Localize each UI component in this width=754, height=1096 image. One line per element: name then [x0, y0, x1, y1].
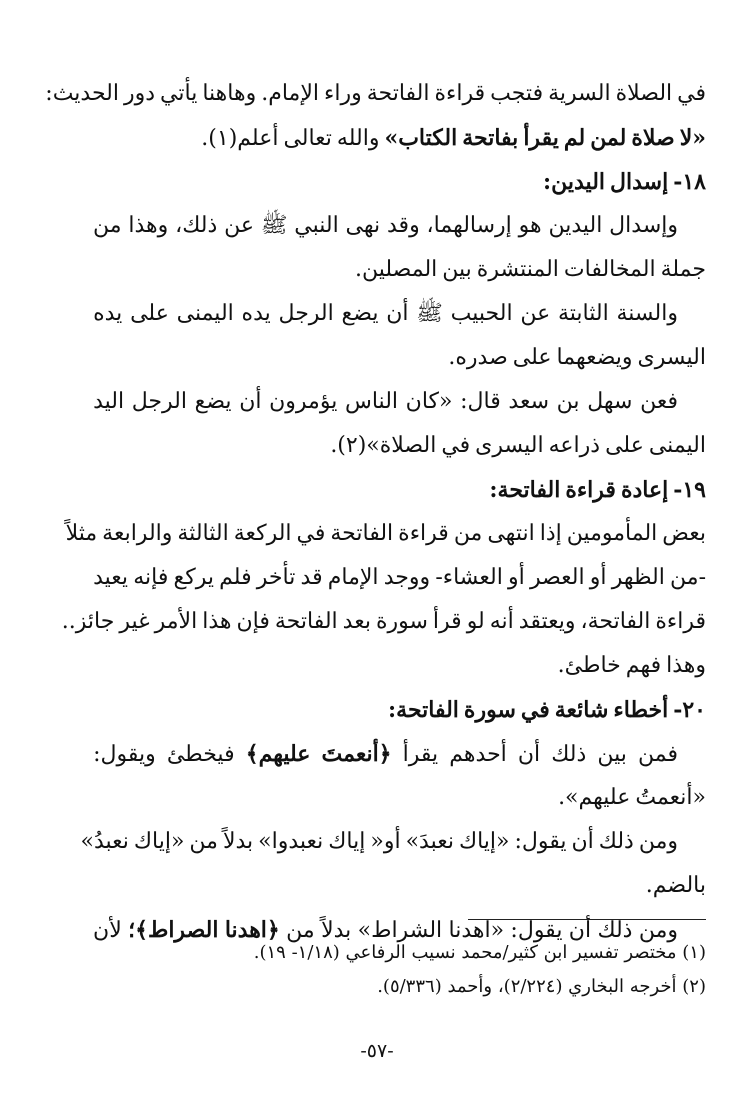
word: والله: [336, 126, 380, 151]
text-line: [61, 600, 706, 644]
word: «لا: [679, 125, 706, 151]
word: بن: [556, 389, 580, 414]
text-line: [88, 644, 706, 688]
word: انتهى: [487, 521, 535, 546]
word: ويعتقد: [518, 609, 576, 634]
word: مثلاً: [65, 521, 98, 546]
word: أحدهم: [449, 742, 507, 767]
word: «كان: [405, 389, 453, 414]
word: على: [512, 345, 552, 370]
word: الثالثة: [177, 521, 229, 546]
word: لم: [563, 125, 586, 151]
word: عليهم».: [558, 785, 631, 810]
word: الصلاة»(٢).: [330, 433, 437, 458]
word: لأن: [93, 918, 122, 943]
word: ﴿اهدنا: [224, 917, 280, 943]
word: نهى: [345, 213, 381, 238]
word: ذلك: [551, 742, 587, 767]
word: بالضم.: [645, 873, 706, 898]
word: الحبيب: [450, 301, 513, 326]
word: في: [520, 697, 550, 723]
word: قراءة: [655, 609, 706, 634]
word: الرجل: [278, 301, 334, 326]
text-line: [45, 72, 706, 116]
word: من: [189, 829, 218, 854]
footnote-separator: [468, 919, 706, 920]
word: من: [453, 521, 483, 546]
text-line: [88, 556, 706, 600]
word: الظهر: [611, 565, 665, 590]
word: اليسرى: [475, 433, 544, 458]
word: فعن: [640, 389, 678, 414]
word: وراء: [323, 81, 362, 106]
word: اليمنى: [648, 433, 706, 458]
word: غير: [119, 609, 150, 634]
word: «إياك: [458, 829, 510, 854]
word: سورة: [463, 697, 516, 723]
text-line: [88, 116, 706, 160]
word: وإسدال: [609, 213, 678, 238]
word: قراءة: [565, 477, 616, 503]
word: الفاتحة: [274, 609, 338, 634]
word: أنه: [489, 609, 514, 634]
word: الفاتحة: [366, 81, 430, 106]
word: اليسرى: [637, 345, 706, 370]
word: ذلك: [597, 918, 633, 943]
text-line: [88, 204, 706, 248]
word: الإمام.: [261, 81, 319, 106]
word: فهم: [625, 653, 662, 678]
word: هو: [518, 213, 542, 238]
word: على: [130, 301, 169, 326]
word: ﴿أنعمتَ: [321, 741, 392, 767]
word: الرجل: [131, 389, 187, 414]
section-heading: [88, 468, 706, 512]
word: في: [296, 521, 326, 546]
word: إذا: [539, 521, 562, 546]
word: إعادة: [620, 477, 669, 503]
word: أو: [589, 565, 607, 590]
page-body: [45, 72, 706, 1036]
word: جائز..: [61, 609, 115, 634]
word: يقول:: [514, 829, 567, 854]
word: من: [93, 213, 122, 238]
word: أن: [386, 301, 409, 326]
word: العشاء-: [435, 565, 503, 590]
word: المصلين.: [355, 257, 438, 282]
word: أن: [239, 389, 262, 414]
word: عن: [520, 301, 551, 326]
word: تعالى: [283, 126, 332, 151]
word: يده: [93, 301, 123, 326]
word: بين: [597, 742, 627, 767]
word: فلم: [219, 565, 252, 590]
word: بعض: [662, 521, 706, 546]
footnote-2: (٢) أخرجه البخاري (٢/٢٢٤)، وأحمد (٥/٣٣٦).: [377, 976, 706, 997]
word: بفاتحة: [462, 125, 519, 151]
text-line: [88, 864, 706, 908]
section-heading: [88, 160, 706, 204]
word: «أنعمتُ: [635, 785, 706, 810]
footnotes: [88, 936, 706, 1004]
page-number: -٥٧-: [360, 1040, 394, 1062]
word: نعبدُ»: [80, 829, 129, 854]
word: «إياك: [133, 829, 185, 854]
word: يؤمرون: [269, 389, 338, 414]
word: المنتشرة: [476, 257, 559, 282]
word: الإمام: [327, 565, 379, 590]
word: يأتي: [160, 81, 198, 106]
word: أخطاء: [613, 697, 669, 723]
word: الفاتحة،: [580, 609, 651, 634]
word: الشراط»: [357, 918, 443, 943]
word: قراءة: [398, 521, 449, 546]
word: لو: [466, 609, 485, 634]
word: الكتاب»: [384, 125, 458, 151]
word: أن: [568, 918, 592, 943]
word: أو«: [370, 829, 401, 854]
text-line: [80, 820, 706, 864]
word: ومن: [638, 918, 678, 943]
word: يعيد: [93, 565, 129, 590]
word: إياك: [328, 829, 366, 854]
word: نعبدَ»: [405, 829, 454, 854]
word: السرية: [548, 81, 611, 106]
word: الفاتحة: [330, 521, 394, 546]
text-line: [88, 292, 706, 336]
word: يقول:: [510, 918, 563, 943]
word: بين: [442, 257, 472, 282]
word: الصراط﴾؛: [128, 917, 219, 943]
text-line: [88, 732, 706, 776]
word: دور: [124, 81, 156, 106]
word: اليدين:: [543, 169, 606, 195]
word: ١٩-: [673, 477, 706, 503]
word: قال:: [460, 389, 501, 414]
word: الفاتحة:: [489, 477, 561, 503]
word: أعلم(١).: [201, 126, 279, 151]
word: إسدال: [610, 169, 669, 195]
word: فمن: [638, 742, 678, 767]
word: -من: [670, 565, 706, 590]
word: سورة: [375, 609, 428, 634]
word: جملة: [660, 257, 706, 282]
word: خاطئ.: [557, 653, 621, 678]
word: صلاة: [631, 125, 675, 151]
word: ذلك: [598, 829, 634, 854]
word: قد: [300, 565, 323, 590]
word: يركع: [173, 565, 214, 590]
section-heading: [88, 688, 706, 732]
word: ﷺ: [416, 301, 443, 326]
word: وهذا: [666, 653, 706, 678]
word: في: [677, 81, 706, 106]
text-line: [88, 380, 706, 424]
word: والرابعة: [102, 521, 173, 546]
word: ويضعهما: [556, 345, 633, 370]
word: الركعة: [233, 521, 292, 546]
word: فإنه: [133, 565, 169, 590]
word: بعد: [342, 609, 371, 634]
word: ووجد: [383, 565, 431, 590]
word: فإن: [236, 609, 270, 634]
word: سعد: [508, 389, 550, 414]
word: ومن: [638, 829, 678, 854]
text-line: [88, 248, 706, 292]
word: على: [605, 433, 644, 458]
word: يضع: [341, 301, 379, 326]
word: فيخطئ: [166, 742, 235, 767]
word: بدلاً: [321, 918, 352, 943]
word: أن: [517, 742, 541, 767]
word: وقد: [387, 213, 420, 238]
word: العصر: [529, 565, 585, 590]
word: نعبدوا»: [258, 829, 324, 854]
word: ذلك،: [175, 213, 218, 238]
word: النبي: [294, 213, 339, 238]
word: اليدين: [548, 213, 603, 238]
word: ١٨-: [673, 169, 706, 195]
word: الحديث:: [45, 81, 119, 106]
word: اليد: [93, 389, 125, 414]
word: يضع: [194, 389, 232, 414]
word: عليهم﴾: [245, 741, 311, 767]
word: صدره.: [448, 345, 508, 370]
word: المأمومين: [566, 521, 658, 546]
word: من: [286, 918, 315, 943]
word: قرأ: [432, 609, 462, 634]
word: الأمر: [154, 609, 198, 634]
word: ٢٠-: [673, 697, 706, 723]
word: الفاتحة:: [388, 697, 459, 723]
word: أو: [508, 565, 525, 590]
text-line: [88, 336, 706, 380]
word: وهاهنا: [202, 81, 257, 106]
word: «اهدنا: [448, 918, 505, 943]
text-line: [88, 776, 706, 820]
word: سهل: [587, 389, 633, 414]
word: هذا: [202, 609, 232, 634]
word: ذراعه: [548, 433, 601, 458]
word: المخالفات: [563, 257, 656, 282]
word: بدلاً: [222, 829, 254, 854]
text-line: [65, 512, 706, 556]
footnote-1: (١) مختصر تفسير ابن كثير/محمد نسيب الرفاعي (١/١٨- ١٩).: [253, 942, 706, 963]
word: تأخر: [256, 565, 296, 590]
word: ويقول:: [93, 742, 156, 767]
word: أن: [571, 829, 594, 854]
word: اليمنى: [176, 301, 234, 326]
word: إرسالهما،: [426, 213, 512, 238]
word: ﷺ: [260, 213, 288, 238]
word: الثابتة: [558, 301, 609, 326]
word: يقرأ: [523, 125, 559, 151]
word: في: [441, 433, 471, 458]
word: يده: [241, 301, 271, 326]
word: والسنة: [616, 301, 678, 326]
word: وهذا: [128, 213, 169, 238]
word: فتجب: [490, 81, 544, 106]
text-line: [88, 424, 706, 468]
word: شائعة: [554, 697, 609, 723]
word: قراءة: [434, 81, 486, 106]
word: الصلاة: [615, 81, 673, 106]
word: الناس: [345, 389, 399, 414]
word: يقرأ: [402, 742, 439, 767]
word: عن: [224, 213, 254, 238]
word: لمن: [590, 125, 627, 151]
